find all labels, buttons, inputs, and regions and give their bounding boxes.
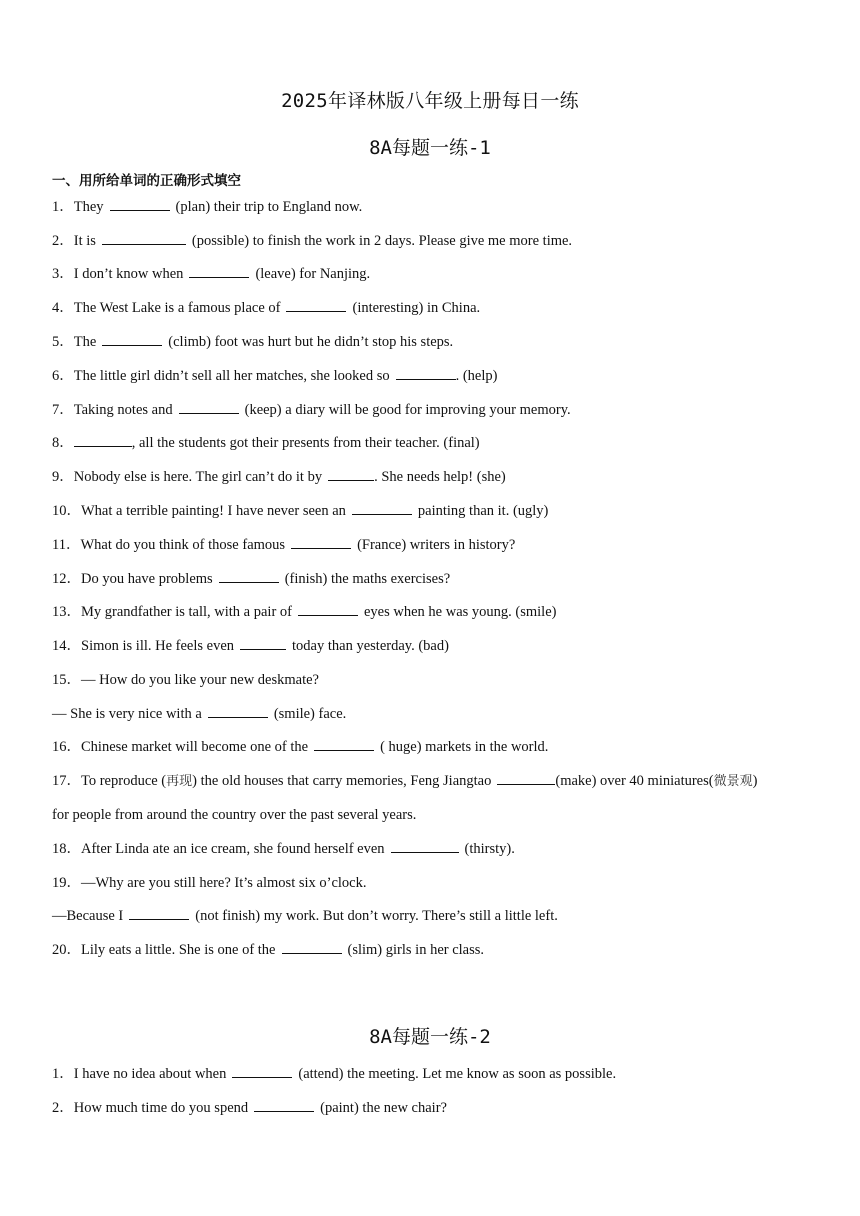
question-number: 8． — [52, 435, 74, 451]
answer-blank[interactable] — [314, 737, 374, 751]
question-15-reply — [52, 704, 820, 724]
question-number: 15． — [52, 672, 81, 688]
question-18 — [52, 839, 820, 859]
question-text: Simon is ill. He feels even — [81, 638, 235, 654]
question-number: 9． — [52, 469, 74, 485]
section-title-1: 8A每题一练-1 — [369, 137, 491, 159]
answer-blank[interactable] — [240, 636, 286, 650]
question-text: Chinese market will become one of the — [81, 739, 309, 755]
question-text: My grandfather is tall, with a pair of — [81, 604, 292, 620]
part-heading: 一、用所给单词的正确形式填空 — [52, 173, 241, 189]
question-text: To reproduce ( — [81, 773, 167, 789]
question-number: 12． — [52, 571, 81, 587]
answer-blank[interactable] — [254, 1098, 314, 1112]
question-text-cjk: 微景观 — [713, 774, 753, 789]
question-text: (possible) to finish the work in 2 days. Please give me more time. — [191, 233, 573, 249]
question-text: . (help) — [455, 368, 498, 384]
question-text: I don’t know when — [73, 266, 184, 282]
question-text: How much time do you spend — [73, 1100, 249, 1116]
question-19 — [52, 873, 820, 893]
question-number: 1． — [52, 199, 74, 215]
answer-blank[interactable] — [74, 433, 132, 447]
question-number: 10． — [52, 503, 81, 519]
answer-blank[interactable] — [282, 940, 342, 954]
question-text: They — [73, 199, 104, 215]
question-text: The little girl didn’t sell all her matches, she looked so — [73, 368, 390, 384]
answer-blank[interactable] — [286, 298, 346, 312]
question-8 — [52, 433, 820, 453]
question-16 — [52, 737, 820, 757]
question-15 — [52, 670, 820, 690]
document-title: 2025年译林版八年级上册每日一练 — [281, 90, 579, 112]
question-text: (leave) for Nanjing. — [255, 266, 371, 282]
question-14 — [52, 636, 820, 656]
question-text: (France) writers in history? — [357, 537, 516, 553]
question-17-cont — [52, 805, 820, 825]
question-text: Do you have problems — [81, 571, 213, 587]
question-text: ) the old houses that carry memories, Feng Jiangtao — [192, 773, 492, 789]
question-text: It is — [73, 233, 96, 249]
question-13 — [52, 602, 820, 622]
question-number: 2． — [52, 233, 74, 249]
question-number: 5． — [52, 334, 74, 350]
question-text: painting than it. (ugly) — [417, 503, 549, 519]
answer-blank[interactable] — [391, 839, 459, 853]
question-text: What do you think of those famous — [80, 537, 286, 553]
question-text: ) — [752, 773, 758, 789]
question-text: I have no idea about when — [73, 1066, 227, 1082]
question-2 — [52, 231, 820, 251]
question-7 — [52, 400, 820, 420]
question-number: 6． — [52, 368, 74, 384]
question-5 — [52, 332, 820, 352]
question-text: After Linda ate an ice cream, she found herself even — [81, 841, 385, 857]
question-text: Nobody else is here. The girl can’t do it by — [73, 469, 323, 485]
question-text: (not finish) my work. But don’t worry. There’s still a little left. — [195, 908, 558, 924]
question-17 — [52, 771, 840, 791]
question-text: (paint) the new chair? — [320, 1100, 447, 1116]
answer-blank[interactable] — [110, 197, 170, 211]
question-11 — [52, 535, 820, 555]
question-number: 1． — [52, 1066, 74, 1082]
question-text: (climb) foot was hurt but he didn’t stop his steps. — [168, 334, 454, 350]
answer-blank[interactable] — [328, 467, 374, 481]
question-3 — [52, 264, 820, 284]
question-text: Taking notes and — [73, 402, 173, 418]
question-text: What a terrible painting! I have never seen an — [81, 503, 346, 519]
answer-blank[interactable] — [129, 906, 189, 920]
question-text: The West Lake is a famous place of — [73, 300, 281, 316]
question-6 — [52, 366, 820, 386]
answer-blank[interactable] — [396, 366, 456, 380]
question-number: 18． — [52, 841, 81, 857]
question-text: —Because I — [52, 908, 124, 924]
question-number: 3． — [52, 266, 74, 282]
question-19-reply — [52, 906, 820, 926]
question-2-1 — [52, 1064, 820, 1084]
question-text: (thirsty). — [464, 841, 515, 857]
question-number: 19． — [52, 875, 81, 891]
question-text-cjk: 再现 — [166, 774, 193, 789]
answer-blank[interactable] — [189, 264, 249, 278]
answer-blank[interactable] — [291, 535, 351, 549]
answer-blank[interactable] — [232, 1064, 292, 1078]
question-1 — [52, 197, 820, 217]
answer-blank[interactable] — [298, 602, 358, 616]
answer-blank[interactable] — [102, 231, 186, 245]
question-text: today than yesterday. (bad) — [292, 638, 449, 654]
answer-blank[interactable] — [352, 501, 412, 515]
question-text: (smile) face. — [273, 706, 347, 722]
answer-blank[interactable] — [497, 771, 555, 785]
question-text: (keep) a diary will be good for improving your memory. — [244, 402, 571, 418]
question-number: 13． — [52, 604, 81, 620]
question-9 — [52, 467, 820, 487]
question-text: (attend) the meeting. Let me know as soon as possible. — [298, 1066, 617, 1082]
question-10 — [52, 501, 820, 521]
question-20 — [52, 940, 820, 960]
question-number: 2． — [52, 1100, 74, 1116]
question-2-2 — [52, 1098, 820, 1118]
question-number: 14． — [52, 638, 81, 654]
question-12 — [52, 569, 820, 589]
question-text: (slim) girls in her class. — [347, 942, 485, 958]
question-number: 17． — [52, 773, 81, 789]
question-number: 20． — [52, 942, 81, 958]
question-text: Lily eats a little. She is one of the — [81, 942, 276, 958]
question-text: — She is very nice with a — [52, 706, 202, 722]
question-number: 7． — [52, 402, 74, 418]
question-text: The — [73, 334, 97, 350]
question-text: (make) over 40 miniatures( — [555, 773, 714, 789]
question-text: eyes when he was young. (smile) — [364, 604, 557, 620]
question-text: . She needs help! (she) — [374, 469, 506, 485]
question-text: — How do you like your new deskmate? — [81, 672, 319, 688]
question-text: ( huge) markets in the world. — [380, 739, 549, 755]
answer-blank[interactable] — [102, 332, 162, 346]
answer-blank[interactable] — [219, 569, 279, 583]
answer-blank[interactable] — [179, 400, 239, 414]
question-text: —Why are you still here? It’s almost six o’clock. — [81, 875, 367, 891]
answer-blank[interactable] — [208, 704, 268, 718]
question-text: for people from around the country over the past several years. — [52, 807, 417, 823]
question-text: (interesting) in China. — [352, 300, 481, 316]
section-title-2: 8A每题一练-2 — [369, 1026, 491, 1048]
question-text: (plan) their trip to England now. — [175, 199, 363, 215]
question-4 — [52, 298, 820, 318]
question-text: , all the students got their presents from their teacher. (final) — [131, 435, 480, 451]
question-text: (finish) the maths exercises? — [284, 571, 451, 587]
question-number: 4． — [52, 300, 74, 316]
question-number: 16． — [52, 739, 81, 755]
question-number: 11． — [52, 537, 81, 553]
